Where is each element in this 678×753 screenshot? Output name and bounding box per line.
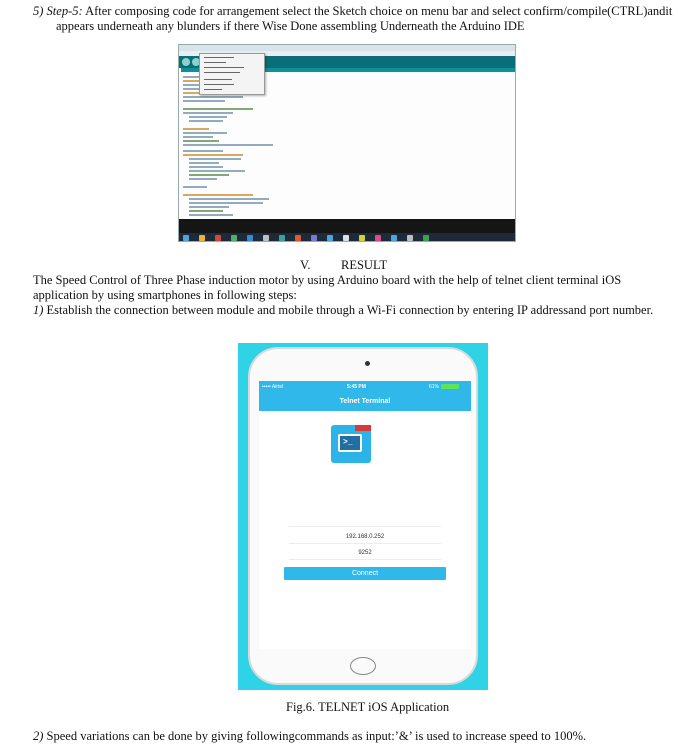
terminal-prompt: >_ bbox=[343, 438, 353, 447]
phone-home-button bbox=[350, 657, 376, 675]
section-number: V. bbox=[300, 258, 311, 272]
telnet-app-icon bbox=[331, 425, 371, 463]
phone-screen bbox=[259, 381, 471, 649]
terminal-icon bbox=[338, 434, 362, 452]
phone-camera bbox=[365, 361, 370, 366]
step1-number: 1) bbox=[33, 303, 44, 317]
ip-address-field[interactable]: 192.168.0.252 bbox=[345, 534, 385, 540]
ios-status-bar bbox=[259, 381, 471, 393]
status-time: 5:45 PM bbox=[347, 384, 366, 390]
step5-label: Step-5: bbox=[46, 4, 83, 18]
result-paragraph-line2: application by using smartphones in following steps: bbox=[33, 288, 297, 302]
battery-label: 61% bbox=[429, 384, 440, 390]
windows-taskbar bbox=[179, 233, 515, 242]
verify-icon bbox=[182, 58, 190, 66]
step5-text-line1: After composing code for arrangement select the Sketch choice on menu bar and select confirm/compile(CTRL)andit bbox=[85, 4, 673, 18]
step1-paragraph bbox=[33, 303, 653, 318]
step5-number: 5) bbox=[33, 4, 44, 18]
carrier-label: ••••• Airtel bbox=[262, 384, 284, 390]
result-paragraph-line1: The Speed Control of Three Phase induction motor by using Arduino board with the help of telnet client terminal iOS bbox=[33, 273, 622, 287]
sketch-menu-dropdown bbox=[199, 53, 265, 95]
arduino-ide-screenshot bbox=[178, 44, 516, 242]
step5-line1 bbox=[33, 4, 672, 19]
ribbon-icon bbox=[355, 425, 371, 431]
app-title-bar: Telnet Terminal bbox=[259, 393, 471, 411]
battery-icon bbox=[441, 384, 459, 389]
section-title: RESULT bbox=[341, 258, 388, 272]
step2-paragraph bbox=[33, 729, 586, 744]
step2-number: 2) bbox=[33, 729, 44, 743]
connect-button[interactable]: Connect bbox=[284, 567, 446, 580]
port-field[interactable]: 9252 bbox=[358, 550, 372, 556]
ide-console bbox=[179, 219, 515, 233]
step5-text-line2: appears underneath any blunders if there Wise Done assembling Underneath the Arduino IDE bbox=[56, 19, 525, 33]
step2-text: Speed variations can be done by giving followingcommands as input:’&’ is used to increase speed to 100%. bbox=[46, 729, 587, 743]
step1-text: Establish the connection between module and mobile through a Wi-Fi connection by entering IP addressand port number. bbox=[46, 303, 654, 317]
figure-caption: Fig.6. TELNET iOS Application bbox=[286, 700, 450, 714]
